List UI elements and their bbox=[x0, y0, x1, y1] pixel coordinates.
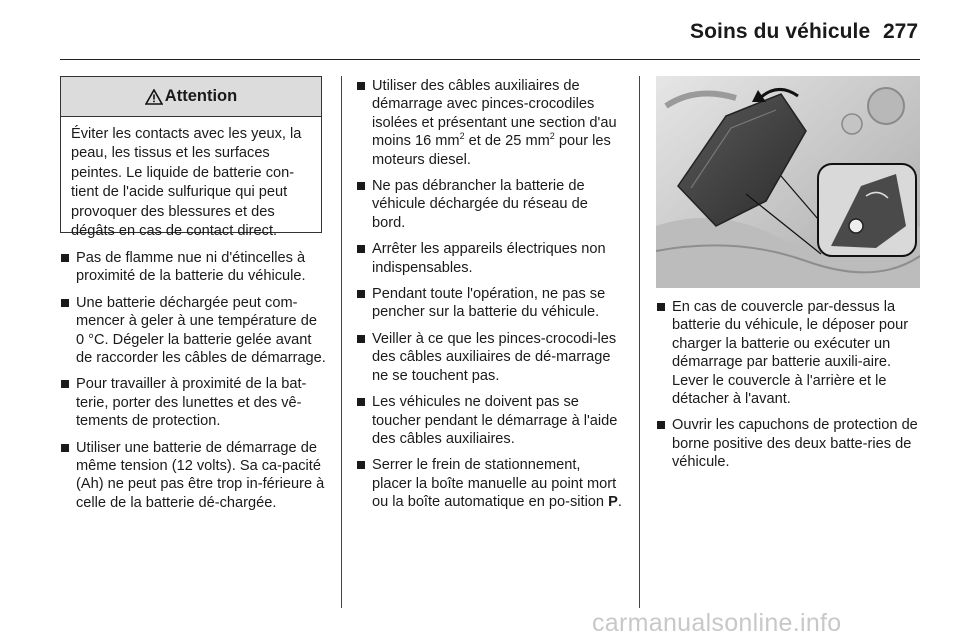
bullet-icon bbox=[61, 380, 69, 388]
warning-text: Éviter les contacts avec les yeux, la peau, les tissus et les surfaces peintes. Le liquide de batterie con-tient de l'acide sulfurique qui peut provoquer des blessures et des dégâts en cas de contact direct. bbox=[71, 126, 302, 240]
list-item: Serrer le frein de stationnement, placer la boîte manuelle au point mort ou la boîte automatique en po-sition P. bbox=[356, 456, 622, 511]
column-divider-2 bbox=[639, 76, 640, 608]
watermark-text: carmanualsonline.info bbox=[592, 609, 842, 637]
list-item: En cas de couvercle par-dessus la batterie du véhicule, le déposer pour charger la batterie ou exécuter un démarrage par batterie auxili-aire. Lever le couvercle à l'arrière et le détacher à l'avant. bbox=[656, 298, 924, 408]
list-item: Les véhicules ne doivent pas se toucher pendant le démarrage à l'aide des câbles auxiliaires. bbox=[356, 393, 622, 448]
column-divider-1 bbox=[341, 76, 342, 608]
list-item: Veiller à ce que les pinces-crocodi-les des câbles auxiliaires de dé-marrage ne se touchent pas. bbox=[356, 330, 622, 385]
page-number: 277 bbox=[883, 20, 919, 43]
bullet-icon bbox=[657, 303, 665, 311]
warning-heading: Attention bbox=[164, 87, 238, 105]
bullet-icon bbox=[657, 421, 665, 429]
bullet-icon bbox=[357, 398, 365, 406]
list-item: Pas de flamme nue ni d'étincelles à proximité de la batterie du véhicule. bbox=[60, 249, 326, 286]
list-item: Une batterie déchargée peut com-mencer à geler à une température de 0 °C. Dégeler la batterie gelée avant de raccorder les câbles de démarrage. bbox=[60, 294, 326, 368]
bullet-icon bbox=[357, 82, 365, 90]
list-item: Utiliser une batterie de démarrage de même tension (12 volts). Sa ca-pacité (Ah) ne peut pas être trop in-férieure à celle de la batterie dé-chargée. bbox=[60, 439, 326, 513]
list-item: Utiliser des câbles auxiliaires de démarrage avec pinces-crocodiles isolées et présentant une section d'au moins 16 $mm^2$ et de 25 $mm^2$ pour les moteurs diesel. bbox=[356, 77, 622, 169]
warning-header bbox=[61, 77, 321, 117]
page-title: Soins du véhicule bbox=[690, 20, 871, 43]
header-divider bbox=[60, 59, 920, 60]
bullet-icon bbox=[61, 444, 69, 452]
warning-triangle-icon bbox=[145, 89, 163, 105]
warning-box bbox=[60, 76, 322, 240]
list-item: Ne pas débrancher la batterie de véhicule déchargée du réseau de bord. bbox=[356, 177, 622, 232]
column-1-list bbox=[60, 249, 326, 520]
bullet-icon bbox=[357, 335, 365, 343]
column-2-list bbox=[356, 77, 622, 520]
battery-cover-photo bbox=[656, 76, 920, 288]
list-item: Pour travailler à proximité de la bat-terie, porter des lunettes et des vê-tements de protection. bbox=[60, 375, 326, 430]
bullet-icon bbox=[357, 245, 365, 253]
list-item: Pendant toute l'opération, ne pas se pencher sur la batterie du véhicule. bbox=[356, 285, 622, 322]
column-3-list bbox=[656, 298, 924, 480]
list-item: Arrêter les appareils électriques non indispensables. bbox=[356, 240, 622, 277]
bullet-icon bbox=[357, 182, 365, 190]
bullet-icon bbox=[61, 254, 69, 262]
list-item: Ouvrir les capuchons de protection de borne positive des deux batte-ries de véhicule. bbox=[656, 416, 924, 471]
bullet-icon bbox=[357, 461, 365, 469]
bullet-icon bbox=[61, 299, 69, 307]
bullet-icon bbox=[357, 290, 365, 298]
